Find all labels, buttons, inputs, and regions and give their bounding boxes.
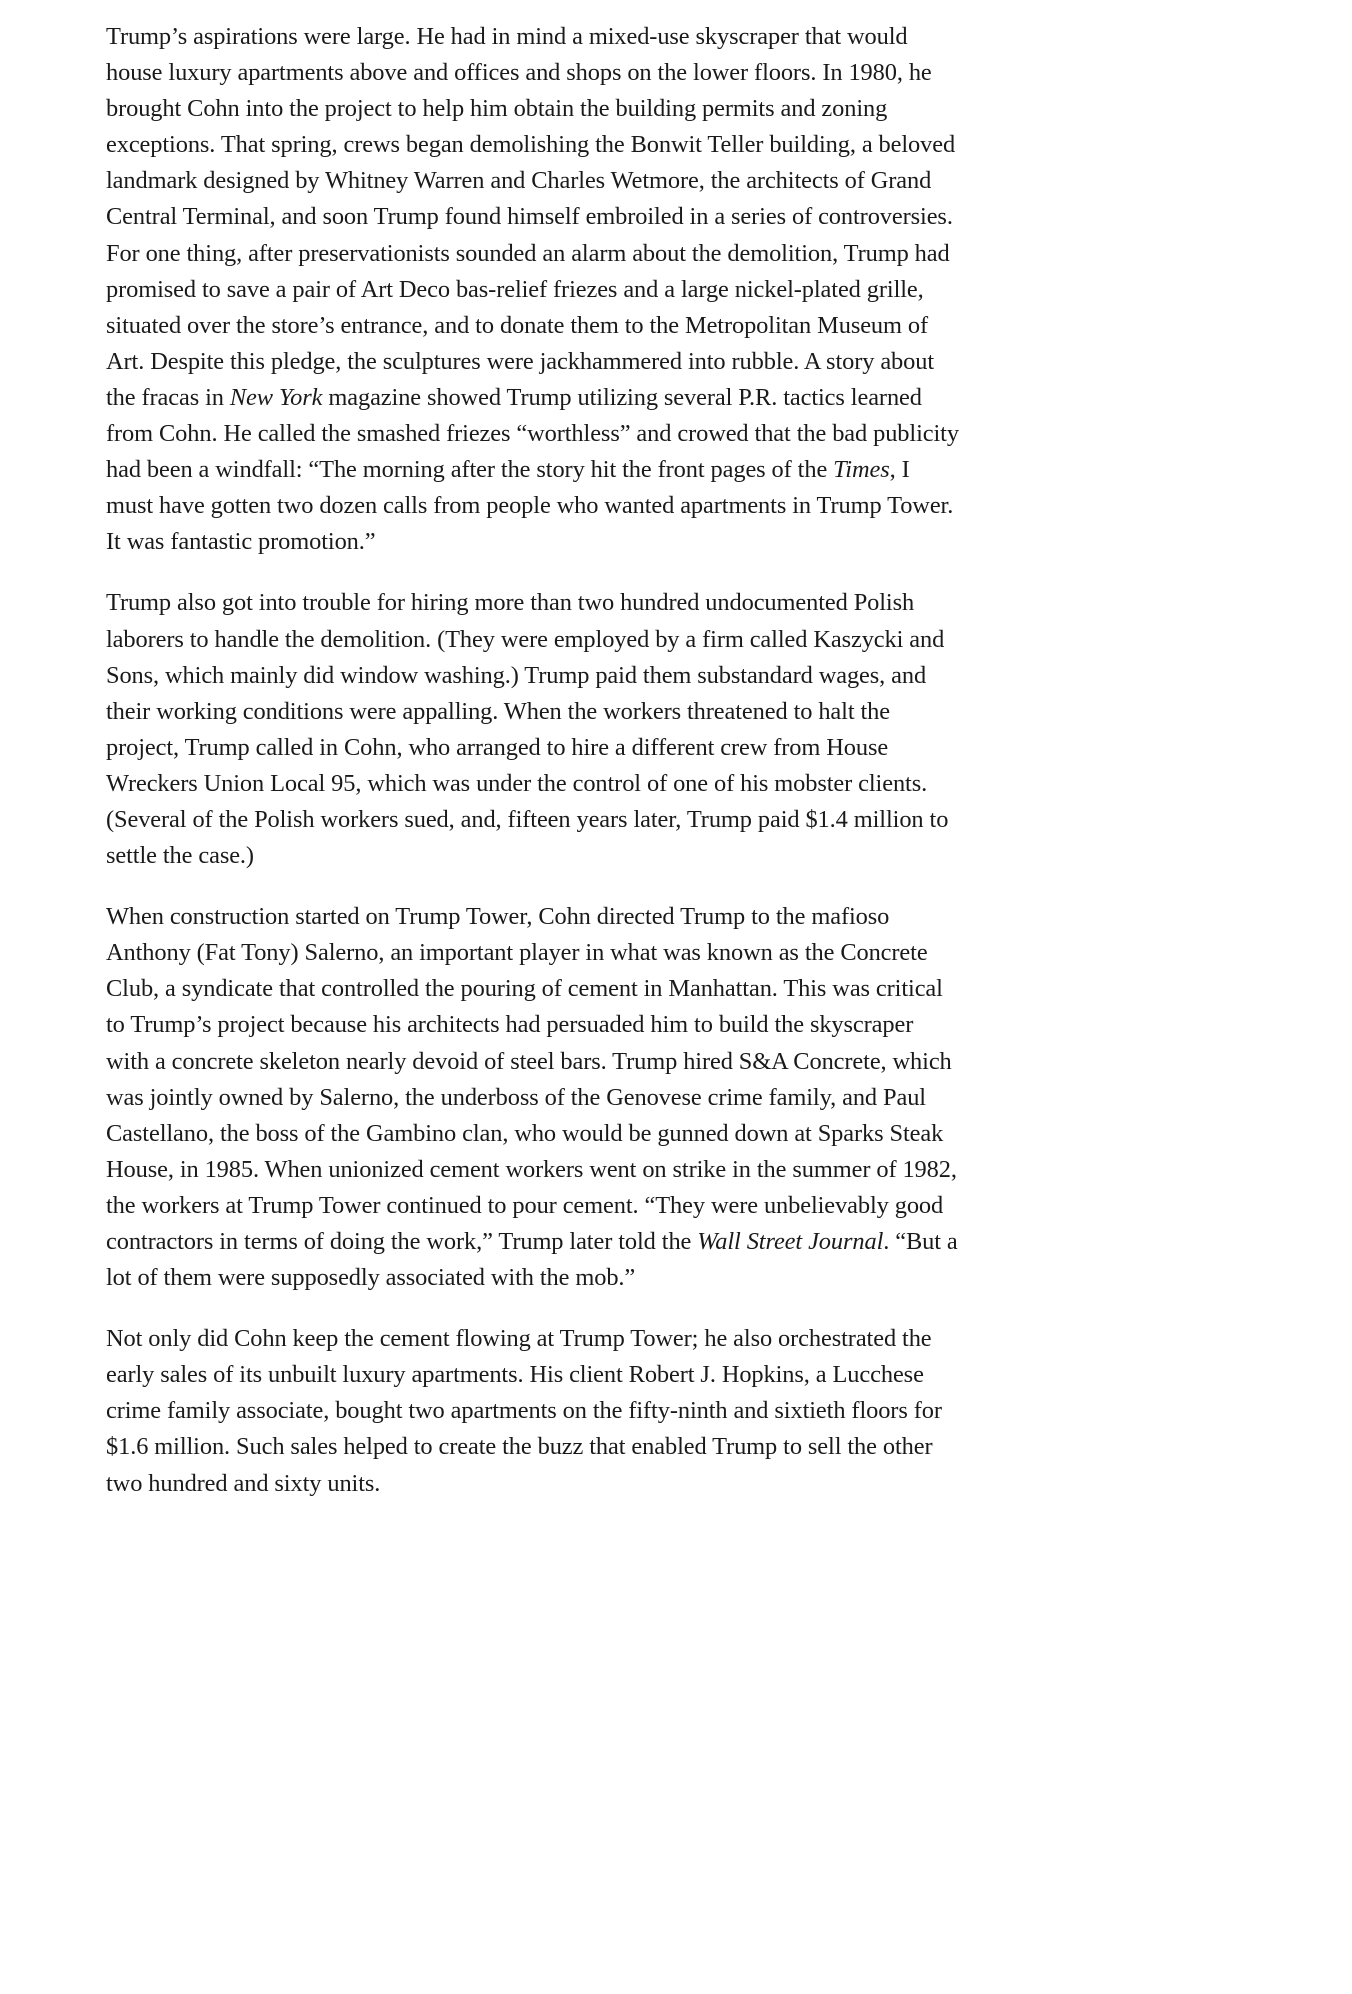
- publication-title: New York: [229, 383, 323, 411]
- publication-title: Times: [833, 456, 890, 484]
- article-body: [106, 19, 961, 1502]
- paragraph: [106, 1321, 961, 1501]
- publication-title: Wall Street Journal: [697, 1228, 884, 1255]
- paragraph: [106, 899, 961, 1296]
- paragraph-text: Trump also got into trouble for hiring more than two hundred undocumented Polish laborers to handle the demolition. (They were employed by a firm called Kaszycki and Sons, which mainly did window washing.) Trump paid them substandard wages, and their working conditions were appalling. When the workers threatened to halt the project, Trump called in Cohn, who arranged to hire a different crew from House Wreckers Union Local 95, which was under the control of one of his mobster clients. (Several of the Polish workers sued, and, fifteen years later, Trump paid $1.4 million to settle the case.): [106, 589, 949, 870]
- paragraph-text: Not only did Cohn keep the cement flowing at Trump Tower; he also orchestrated the early sales of its unbuilt luxury apartments. His client Robert J. Hopkins, a Lucchese crime family associate, bought two apartments on the fifty-ninth and sixtieth floors for $1.6 million. Such sales helped to create the buzz that enabled Trump to sell the other two hundred and sixty units.: [106, 1325, 942, 1497]
- paragraph-text: Trump’s aspirations were large. He had in mind a mixed-use skyscraper that would house luxury apartments above and offices and shops on the lower floors. In 1980, he brought Cohn into the project to help him obtain the building permits and zoning exceptions. That spring, crews began demolishing the Bonwit Teller building, a beloved landmark designed by Whitney Warren and Charles Wetmore, the architects of Grand Central Terminal, and soon Trump found himself embroiled in a series of controversies. For one thing, after preservationists sounded an alarm about the demolition, Trump had promised to save a pair of Art Deco bas-relief friezes and a large nickel-plated grille, situated over the store’s entrance, and to donate them to the Metropolitan Museum of Art. Despite this pledge, the sculptures were jackhammered into rubble. A story about the fracas in: [106, 23, 956, 411]
- paragraph: [106, 19, 961, 560]
- paragraph-text: . “But a lot of them were supposedly associated with the mob.”: [106, 1228, 958, 1292]
- paragraph-text: When construction started on Trump Tower, Cohn directed Trump to the mafioso Anthony (Fat Tony) Salerno, an important player in what was known as the Concrete Club, a syndicate that controlled the pouring of cement in Manhattan. This was critical to Trump’s project because his architects had persuaded him to build the skyscraper with a concrete skeleton nearly devoid of steel bars. Trump hired S&A Concrete, which was jointly owned by Salerno, the underboss of the Genovese crime family, and Paul Castellano, the boss of the Gambino clan, who would be gunned down at Sparks Steak House, in 1985. When unionized cement workers went on strike in the summer of 1982, the workers at Trump Tower continued to pour cement. “They were unbelievably good contractors in terms of doing the work,” Trump later told the: [106, 903, 957, 1255]
- paragraph-text: , I must have gotten two dozen calls from people who wanted apartments in Trump Tower. It was fantastic promotion.”: [106, 456, 954, 556]
- paragraph-text: magazine showed Trump utilizing several P.R. tactics learned from Cohn. He called the smashed friezes “worthless” and crowed that the bad publicity had been a windfall: “The morning after the story hit the front pages of the: [106, 383, 959, 484]
- paragraph: [106, 585, 961, 874]
